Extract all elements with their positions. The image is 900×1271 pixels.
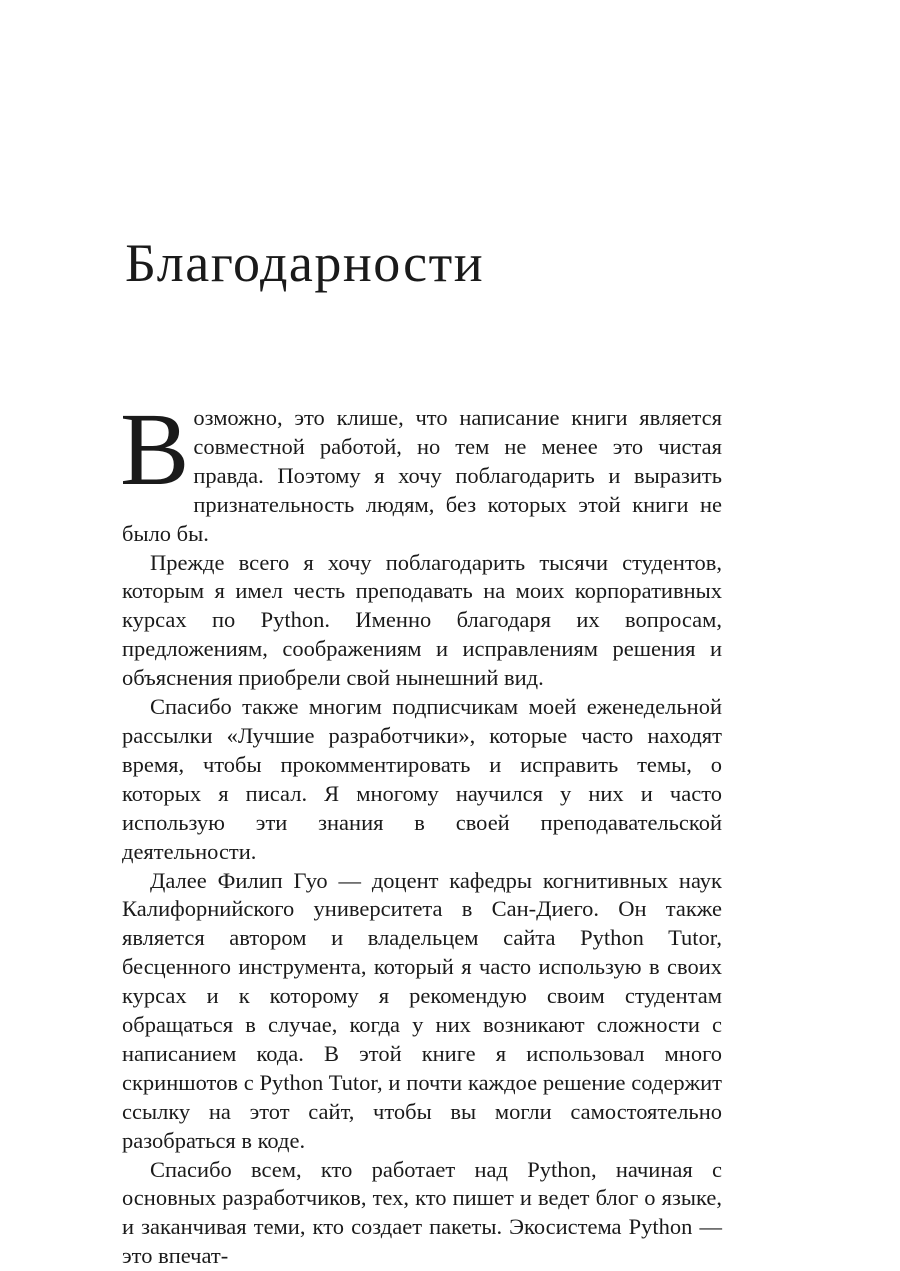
drop-cap: В: [120, 392, 190, 507]
chapter-title: Благодарности: [125, 233, 485, 293]
paragraph-1-text: озможно, это клише, что написание книги является совместной работой, но тем не менее это чистая правда. Поэтому я хочу поблагодарить и выразить признательность людям, без которых этой книги не было бы.: [122, 405, 722, 546]
paragraph-5: Спасибо всем, кто работает над Python, начиная с основных разработчиков, тех, кто пишет и ведет блог о языке, и заканчивая теми, кто создает пакеты. Экосистема Python — это впечат-: [122, 1156, 722, 1269]
paragraph-3: Спасибо также многим подписчикам моей еженедельной рассылки «Лучшие разработчики», которые часто находят время, чтобы прокомментировать и исправить темы, о которых я писал. Я многому научился у них и часто использую эти знания в своей преподавательской деятельности.: [122, 694, 722, 864]
paragraph-1: [120, 392, 722, 549]
paragraph-2: Прежде всего я хочу поблагодарить тысячи студентов, которым я имел честь преподавать на моих корпоративных курсах по Python. Именно благодаря их вопросам, предложениям, соображениям и исправлениям решения и объяснения приобрели свой нынешний вид.: [122, 549, 722, 691]
chapter-body: [120, 392, 722, 1271]
paragraph-4: Далее Филип Гуо — доцент кафедры когнитивных наук Калифорнийского университета в Сан-Диего. Он также является автором и владельцем сайта Python Tutor, бесценного инструмента, который я часто использую в своих курсах и к которому я рекомендую своим студентам обращаться в случае, когда у них возникают сложности с написанием кода. В этой книге я использовал много скриншотов с Python Tutor, и почти каждое решение содержит ссылку на этот сайт, чтобы вы могли самостоятельно разобраться в коде.: [122, 867, 722, 1153]
